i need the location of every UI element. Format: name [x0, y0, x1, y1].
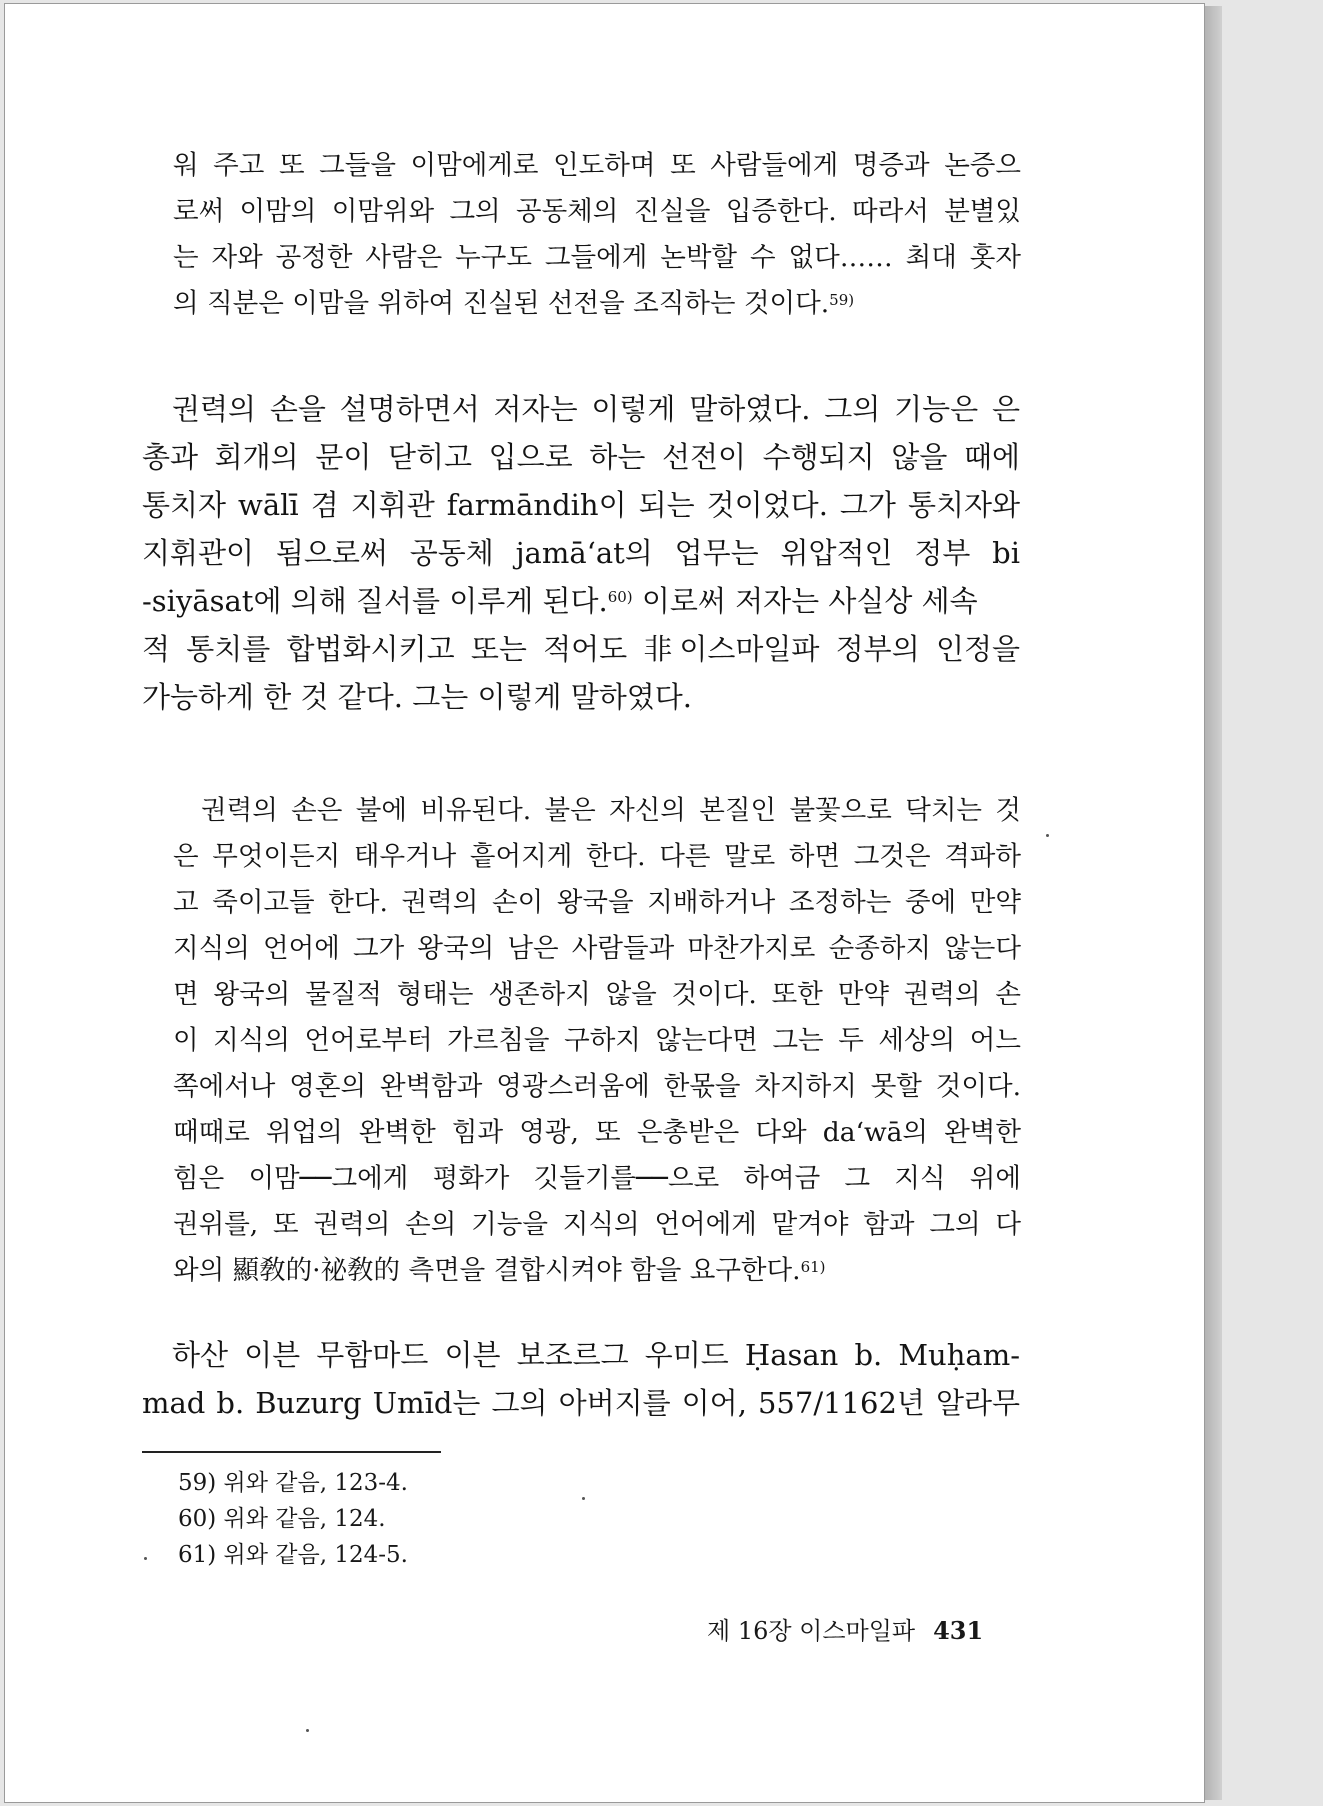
text-line: 워 주고 또 그들을 이맘에게로 인도하며 또 사람들에게 명증과 논증으	[173, 150, 1021, 181]
chapter-title: 제 16장 이스마일파	[707, 1617, 916, 1645]
text-line: 고 죽이고들 한다. 권력의 손이 왕국을 지배하거나 조정하는 중에 만약	[173, 887, 1021, 918]
text-line: 권력의 손을 설명하면서 저자는 이렇게 말하였다. 그의 기능은 은	[172, 392, 1020, 426]
text-line: 적 통치를 합법화시키고 또는 적어도 非이스마일파 정부의 인정을	[142, 632, 1020, 666]
scan-speck	[144, 1557, 147, 1560]
text-line: 하산 이븐 무함마드 이븐 보조르그 우미드 Ḥasan b. Muḥam-	[172, 1338, 1020, 1372]
text-line: 로써 이맘의 이맘위와 그의 공동체의 진실을 입증한다. 따라서 분별있	[173, 196, 1021, 227]
text-line	[173, 1254, 1021, 1288]
text-line: 지식의 언어에 그가 왕국의 남은 사람들과 마찬가지로 순종하지 않는다	[173, 933, 1021, 964]
scan-speck	[582, 1497, 585, 1500]
text-line	[173, 287, 1021, 321]
text-line: 가능하게 한 것 같다. 그는 이렇게 말하였다.	[142, 680, 692, 714]
text-span: 이로써 저자는 사실상 세속	[632, 584, 978, 618]
footnote: 59) 위와 같음, 123-4.	[178, 1470, 408, 1496]
text-line: 총과 회개의 문이 닫히고 입으로 하는 선전이 수행되지 않을 때에	[142, 440, 1020, 474]
text-span: 의 직분은 이맘을 위하여 진실된 선전을 조직하는 것이다.	[173, 288, 830, 319]
footnote-marker: 59)	[829, 291, 855, 309]
text-line: 이 지식의 언어로부터 가르침을 구하지 않는다면 그는 두 세상의 어느	[173, 1025, 1021, 1056]
text-line: 권력의 손은 불에 비유된다. 불은 자신의 본질인 불꽃으로 닥치는 것	[201, 795, 1021, 826]
text-line: 통치자 wālī 겸 지휘관 farmāndih이 되는 것이었다. 그가 통치자와	[142, 488, 1020, 522]
page-number: 431	[933, 1616, 984, 1645]
text-line	[142, 584, 1020, 618]
text-line: 쪽에서나 영혼의 완벽함과 영광스러움에 한몫을 차지하지 못할 것이다.	[173, 1071, 1021, 1102]
text-line: 은 무엇이든지 태우거나 흩어지게 한다. 다른 말로 하면 그것은 격파하	[173, 841, 1021, 872]
scan-speck	[1046, 834, 1049, 837]
text-line: 면 왕국의 물질적 형태는 생존하지 않을 것이다. 또한 만약 권력의 손	[173, 979, 1021, 1010]
running-footer	[707, 1611, 983, 1646]
book-page	[4, 3, 1205, 1803]
footnote: 60) 위와 같음, 124.	[178, 1506, 386, 1532]
scan-speck	[306, 1729, 309, 1732]
text-line: 는 자와 공정한 사람은 누구도 그들에게 논박할 수 없다…… 최대 홋자	[173, 242, 1021, 273]
footnote-marker: 60)	[607, 588, 633, 606]
footnote-rule	[142, 1451, 441, 1453]
text-span: 와의 顯敎的·祕敎的 측면을 결합시켜야 함을 요구한다.	[173, 1255, 801, 1286]
text-line: 지휘관이 됨으로써 공동체 jamā‘at의 업무는 위압적인 정부 bi	[142, 536, 1020, 570]
text-line: 권위를, 또 권력의 손의 기능을 지식의 언어에게 맡겨야 함과 그의 다	[173, 1209, 1021, 1240]
text-span: -siyāsat에 의해 질서를 이루게 된다.	[142, 584, 608, 618]
text-line: 힘은 이맘──그에게 평화가 깃들기를──으로 하여금 그 지식 위에	[173, 1163, 1021, 1194]
text-line: 때때로 위업의 완벽한 힘과 영광, 또 은총받은 다와 da‘wā의 완벽한	[173, 1117, 1021, 1148]
text-line: mad b. Buzurg Umīd는 그의 아버지를 이어, 557/1162년 알라무	[142, 1386, 1020, 1420]
footnote: 61) 위와 같음, 124-5.	[178, 1542, 408, 1568]
footnote-marker: 61)	[800, 1258, 826, 1276]
